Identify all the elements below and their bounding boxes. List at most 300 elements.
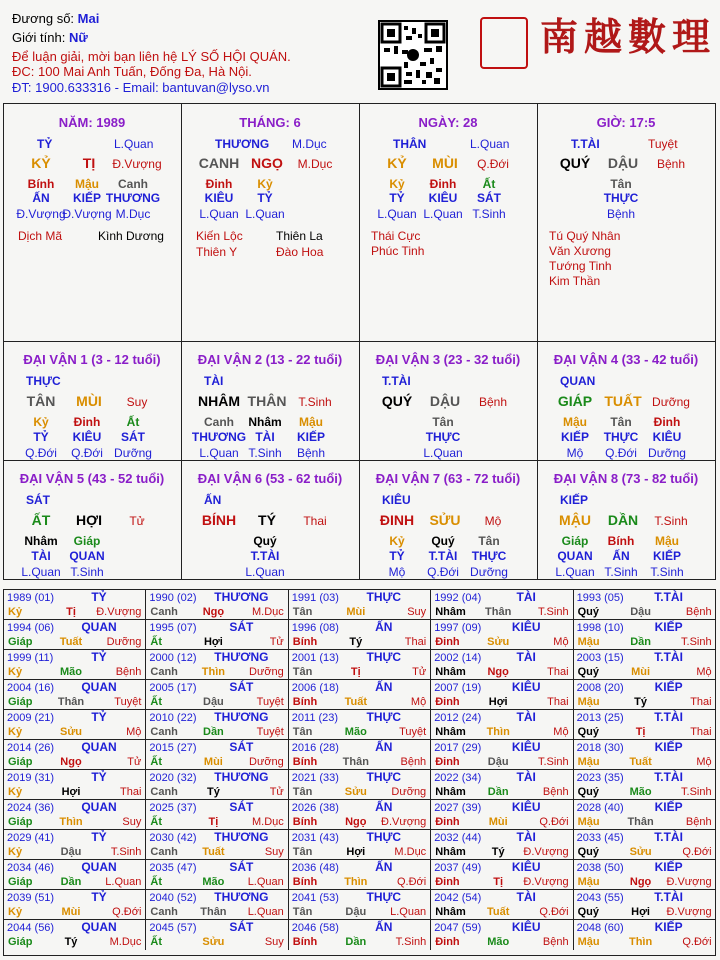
- year-label: 2012 (24): [434, 712, 482, 724]
- owner-line: Đương số: Mai: [12, 11, 100, 26]
- year-stem: Tân: [292, 726, 313, 738]
- year-life-stage: Suy: [264, 846, 284, 858]
- year-life-stage: Thai: [690, 726, 712, 738]
- year-ten-god: QUAN: [81, 680, 117, 694]
- year-label: 2029 (41): [7, 832, 55, 844]
- gender-value: Nữ: [68, 30, 88, 45]
- year-stem: Ất: [150, 816, 162, 828]
- luck-branch-state: T.Sinh: [654, 514, 688, 528]
- luck-hidden-god: QUAN: [557, 549, 593, 563]
- year-branch: Sửu: [59, 726, 83, 738]
- pillar-stem: KỶ: [31, 155, 51, 171]
- year-stem: Quý: [577, 906, 599, 918]
- year-branch: Thìn: [628, 936, 653, 948]
- year-cell: [431, 680, 573, 710]
- year-branch: Tị: [635, 726, 646, 738]
- pillar-branch: NGỌ: [251, 155, 283, 171]
- year-ten-god: THỰC: [366, 770, 402, 784]
- year-branch: Mùi: [61, 906, 81, 918]
- pillar-stem-god: T.TÀI: [571, 137, 600, 151]
- luck-hidden-stem: Nhâm: [24, 534, 58, 548]
- hidden-stem-god: KIẾP: [72, 191, 102, 205]
- luck-hidden-stem: Nhâm: [248, 415, 282, 429]
- luck-hidden-god: THƯƠNG: [191, 430, 247, 444]
- luck-stem: MẬU: [559, 512, 591, 528]
- year-cell: [146, 740, 288, 770]
- year-label: 1990 (02): [149, 592, 197, 604]
- year-cell: [4, 890, 146, 920]
- hidden-stem-state: Bệnh: [606, 207, 636, 221]
- year-stem: Giáp: [8, 636, 33, 648]
- column-divider: [537, 103, 538, 342]
- pillar-stem-god: THƯƠNG: [215, 137, 270, 151]
- luck-branch: SỬU: [429, 512, 461, 528]
- year-cell: [574, 680, 716, 710]
- year-stem: Kỷ: [8, 906, 23, 918]
- year-label: 2011 (23): [291, 712, 339, 724]
- luck-stem: QUÝ: [381, 393, 413, 409]
- year-stem: Tân: [292, 846, 313, 858]
- pillar-branch-state: Bệnh: [656, 157, 686, 171]
- year-ten-god: KIẾP: [654, 680, 683, 694]
- year-label: 2018 (30): [576, 742, 624, 754]
- year-stem: Đinh: [435, 876, 460, 888]
- shen-sha-star: Dịch Mã: [18, 229, 63, 243]
- luck-period-title: ĐẠI VẬN 3 (23 - 32 tuổi): [375, 352, 521, 367]
- year-ten-god: ẤN: [375, 860, 393, 874]
- luck-branch-state: T.Sinh: [298, 395, 332, 409]
- year-branch: Ngọ: [60, 756, 82, 768]
- luck-hidden-state: T.Sinh: [604, 565, 638, 579]
- hidden-stem: Mậu: [75, 177, 99, 191]
- luck-hidden-god: KIÊU: [72, 430, 102, 444]
- year-life-stage: Dưỡng: [391, 786, 427, 798]
- year-label: 2041 (53): [291, 892, 339, 904]
- year-life-stage: Mộ: [553, 636, 569, 648]
- luck-hidden-state: Q.Đới: [605, 446, 637, 460]
- pillar-branch: DẬU: [607, 155, 639, 171]
- year-branch: Tuất: [486, 906, 510, 918]
- year-stem: Giáp: [8, 816, 33, 828]
- year-life-stage: M.Dục: [394, 846, 427, 858]
- luck-hidden-god: TỶ: [389, 549, 405, 563]
- year-ten-god: THƯƠNG: [214, 830, 269, 844]
- year-life-stage: T.Sinh: [110, 846, 142, 858]
- year-ten-god: THỰC: [366, 710, 402, 724]
- year-branch: Thìn: [201, 666, 225, 678]
- year-life-stage: Mộ: [126, 726, 142, 738]
- luck-hidden-stem: Ất: [126, 415, 140, 429]
- year-life-stage: Đ.Vượng: [666, 876, 712, 888]
- year-branch: Mão: [344, 726, 367, 738]
- year-stem: Bính: [292, 816, 318, 828]
- luck-hidden-stem: Giáp: [73, 534, 101, 548]
- luck-stem: ẤT: [31, 512, 51, 528]
- year-stem: Quý: [577, 726, 599, 738]
- year-ten-god: KIÊU: [511, 800, 541, 814]
- year-cell: [4, 770, 146, 800]
- shen-sha-star: Tú Quý Nhân: [549, 229, 621, 243]
- year-label: 1996 (08): [291, 622, 339, 634]
- year-ten-god: QUAN: [81, 800, 117, 814]
- year-ten-god: QUAN: [81, 620, 117, 634]
- luck-hidden-state: L.Quan: [21, 565, 61, 579]
- hidden-stem: Tân: [610, 177, 632, 191]
- hidden-stem-god: THỰC: [603, 191, 639, 205]
- year-stem: Ất: [150, 936, 162, 948]
- year-cell: [146, 590, 288, 620]
- hidden-stem-god: TỶ: [257, 191, 273, 205]
- year-cell: [4, 710, 146, 740]
- year-cell: [146, 800, 288, 830]
- phone-email-line[interactable]: ĐT: 1900.633316 - Email: bantuvan@lyso.vn: [12, 80, 270, 95]
- year-life-stage: Thai: [690, 696, 712, 708]
- luck-hidden-state: Q.Đới: [25, 446, 57, 460]
- year-label: 2006 (18): [291, 682, 339, 694]
- luck-hidden-stem: Kỷ: [33, 415, 49, 429]
- year-stem: Mậu: [577, 756, 600, 768]
- year-cell: [4, 740, 146, 770]
- year-ten-god: QUAN: [81, 860, 117, 874]
- luck-branch: THÂN: [247, 393, 287, 409]
- year-label: 2042 (54): [434, 892, 482, 904]
- year-stem: Đinh: [435, 756, 460, 768]
- year-ten-god: KIẾP: [654, 920, 683, 934]
- year-ten-god: TÀI: [516, 830, 536, 844]
- year-branch: Thìn: [59, 816, 83, 828]
- year-label: 1998 (10): [576, 622, 624, 634]
- luck-hidden-stem: Tân: [610, 415, 632, 429]
- year-ten-god: KIẾP: [654, 620, 683, 634]
- year-ten-god: T.TÀI: [654, 830, 683, 844]
- luck-hidden-state: L.Quan: [245, 565, 285, 579]
- year-cell: [431, 830, 573, 860]
- year-label: 1992 (04): [434, 592, 482, 604]
- year-label: 1994 (06): [7, 622, 55, 634]
- year-ten-god: TÀI: [516, 710, 536, 724]
- year-cell: [431, 770, 573, 800]
- year-ten-god: THỰC: [366, 890, 402, 904]
- year-stem: Canh: [150, 906, 178, 918]
- luck-hidden-god: TÀI: [31, 549, 51, 563]
- year-ten-god: TỶ: [91, 890, 107, 904]
- year-cell: [289, 890, 431, 920]
- year-cell: [431, 650, 573, 680]
- year-life-stage: Thai: [547, 666, 569, 678]
- year-label: 2007 (19): [434, 682, 482, 694]
- luck-hidden-state: T.Sinh: [70, 565, 104, 579]
- year-label: 2038 (50): [576, 862, 624, 874]
- year-ten-god: TÀI: [516, 650, 536, 664]
- luck-stem-god: ẤN: [204, 493, 222, 507]
- year-branch: Thìn: [344, 876, 368, 888]
- year-life-stage: Suy: [122, 816, 142, 828]
- year-ten-god: THƯƠNG: [214, 770, 269, 784]
- year-life-stage: Q.Đới: [396, 876, 427, 888]
- year-cell: [431, 860, 573, 890]
- year-life-stage: Suy: [264, 936, 284, 948]
- year-life-stage: Q.Đới: [112, 906, 142, 918]
- year-ten-god: QUAN: [81, 740, 117, 754]
- hidden-stem: Bính: [27, 177, 55, 191]
- luck-hidden-stem: Tân: [432, 415, 454, 429]
- year-label: 2001 (13): [291, 652, 339, 664]
- year-stem: Canh: [150, 786, 178, 798]
- year-branch: Tị: [350, 666, 361, 678]
- luck-hidden-stem: Canh: [204, 415, 234, 429]
- year-stem: Kỷ: [8, 726, 23, 738]
- year-label: 2002 (14): [434, 652, 482, 664]
- annual-cycles-table: [3, 589, 716, 956]
- year-life-stage: Q.Đới: [539, 906, 569, 918]
- luck-hidden-state: Q.Đới: [71, 446, 103, 460]
- pillar-stem: CANH: [198, 155, 240, 171]
- year-branch: Dần: [203, 726, 224, 738]
- year-stem: Quý: [577, 666, 599, 678]
- year-life-stage: Tuyệt: [114, 696, 142, 708]
- pillar-stem-god: THÂN: [393, 137, 427, 151]
- year-cell: [146, 920, 288, 950]
- year-life-stage: Bệnh: [542, 936, 569, 948]
- hidden-stem: Canh: [118, 177, 148, 191]
- year-label: 1999 (11): [7, 652, 54, 664]
- year-ten-god: SÁT: [229, 680, 254, 694]
- year-branch: Sửu: [202, 936, 225, 948]
- year-cell: [574, 770, 716, 800]
- year-ten-god: QUAN: [81, 920, 117, 934]
- year-label: 2021 (33): [291, 772, 339, 784]
- year-life-stage: L.Quan: [105, 876, 142, 888]
- year-life-stage: Thai: [119, 786, 142, 798]
- luck-hidden-stem: Kỷ: [389, 534, 405, 548]
- luck-hidden-state: Dưỡng: [114, 446, 152, 460]
- luck-stem: ĐINH: [379, 512, 415, 528]
- year-branch: Tuất: [59, 636, 83, 648]
- year-stem: Giáp: [8, 756, 33, 768]
- hidden-stem-god: SÁT: [477, 191, 501, 205]
- shen-sha-star: Tướng Tinh: [549, 259, 612, 273]
- year-label: 2003 (15): [576, 652, 624, 664]
- luck-branch: MÙI: [76, 393, 102, 409]
- year-label: 2043 (55): [576, 892, 624, 904]
- year-stem: Tân: [292, 786, 313, 798]
- luck-period-title: ĐẠI VẬN 5 (43 - 52 tuổi): [19, 471, 165, 486]
- year-ten-god: THƯƠNG: [214, 710, 269, 724]
- year-ten-god: THƯƠNG: [214, 590, 269, 604]
- year-life-stage: Tuyệt: [256, 696, 284, 708]
- shen-sha-star: Kim Thần: [549, 274, 601, 288]
- year-ten-god: KIÊU: [511, 620, 541, 634]
- year-stem: Đinh: [435, 936, 460, 948]
- year-cell: [146, 650, 288, 680]
- year-branch: Tý: [206, 786, 220, 798]
- year-life-stage: Mộ: [696, 756, 712, 768]
- year-ten-god: T.TÀI: [654, 650, 683, 664]
- year-branch: Sửu: [487, 636, 510, 648]
- year-life-stage: Tuyệt: [399, 726, 427, 738]
- year-label: 2000 (12): [149, 652, 197, 664]
- year-ten-god: SÁT: [229, 860, 254, 874]
- year-label: 2013 (25): [576, 712, 624, 724]
- year-cell: [574, 830, 716, 860]
- year-stem: Quý: [577, 846, 599, 858]
- year-label: 2032 (44): [434, 832, 482, 844]
- luck-hidden-god: TỶ: [33, 430, 49, 444]
- year-cell: [431, 710, 573, 740]
- year-life-stage: Dưỡng: [106, 636, 142, 648]
- year-stem: Bính: [292, 696, 318, 708]
- pillar-branch-state: Đ.Vượng: [112, 157, 162, 171]
- luck-hidden-god: ẤN: [612, 549, 630, 563]
- luck-hidden-state: L.Quan: [555, 565, 595, 579]
- year-ten-god: KIÊU: [511, 680, 541, 694]
- shen-sha-star: Kiến Lộc: [196, 229, 243, 243]
- year-ten-god: SÁT: [229, 800, 254, 814]
- year-label: 2004 (16): [7, 682, 55, 694]
- luck-stem: TÂN: [26, 393, 56, 409]
- luck-hidden-god: SÁT: [121, 430, 145, 444]
- year-cell: [146, 710, 288, 740]
- luck-hidden-god: QUAN: [69, 549, 105, 563]
- year-life-stage: Suy: [407, 606, 427, 618]
- shen-sha-star: Phúc Tinh: [371, 244, 425, 258]
- hidden-stem: Đinh: [205, 177, 233, 191]
- year-branch: Thân: [485, 606, 512, 618]
- luck-hidden-god: T.TÀI: [250, 549, 280, 563]
- luck-hidden-god: THỰC: [603, 430, 639, 444]
- shen-sha-star: Thái Cực: [371, 229, 421, 243]
- luck-hidden-stem: Mậu: [655, 534, 679, 548]
- year-ten-god: THỰC: [366, 830, 402, 844]
- year-stem: Đinh: [435, 636, 460, 648]
- year-ten-god: TÀI: [516, 770, 536, 784]
- year-label: 2048 (60): [576, 922, 624, 934]
- year-branch: Mão: [629, 786, 652, 798]
- year-ten-god: KIẾP: [654, 800, 683, 814]
- year-cell: [431, 620, 573, 650]
- year-life-stage: Tử: [269, 786, 284, 798]
- year-cell: [431, 920, 573, 950]
- year-stem: Mậu: [577, 696, 600, 708]
- year-branch: Tị: [66, 606, 76, 618]
- year-life-stage: T.Sinh: [681, 636, 712, 648]
- pillar-stem: KỶ: [387, 155, 407, 171]
- pillar-stem-state: Tuyệt: [648, 137, 678, 151]
- year-cell: [4, 590, 146, 620]
- year-cell: [4, 830, 146, 860]
- year-label: 2040 (52): [149, 892, 197, 904]
- year-branch: Dần: [630, 636, 651, 648]
- luck-hidden-god: KIÊU: [652, 430, 682, 444]
- year-cell: [289, 770, 431, 800]
- luck-stem: GIÁP: [557, 393, 593, 409]
- year-ten-god: ẤN: [375, 620, 393, 634]
- year-life-stage: Thai: [547, 696, 569, 708]
- year-cell: [574, 650, 716, 680]
- shen-sha-star: Văn Xương: [549, 244, 611, 258]
- year-ten-god: SÁT: [229, 740, 254, 754]
- luck-hidden-god: THỰC: [471, 549, 507, 563]
- pillar-stem-state: L.Quan: [470, 137, 510, 151]
- year-life-stage: Mộ: [410, 696, 427, 708]
- pillar-title: THÁNG: 6: [239, 115, 301, 130]
- luck-period-title: ĐẠI VẬN 4 (33 - 42 tuổi): [553, 352, 699, 367]
- year-cell: [431, 590, 573, 620]
- year-branch: Hợi: [488, 696, 508, 708]
- year-cell: [289, 590, 431, 620]
- year-life-stage: Q.Đới: [682, 846, 712, 858]
- year-life-stage: L.Quan: [247, 876, 284, 888]
- year-cell: [289, 920, 431, 950]
- year-label: 1993 (05): [576, 592, 624, 604]
- year-branch: Thân: [57, 696, 85, 708]
- year-stem: Bính: [292, 636, 318, 648]
- year-stem: Canh: [150, 726, 178, 738]
- year-branch: Mão: [487, 936, 510, 948]
- year-label: 2045 (57): [149, 922, 197, 934]
- year-life-stage: Bệnh: [685, 816, 712, 828]
- luck-stem-god: KIÊU: [382, 493, 411, 507]
- year-branch: Thân: [627, 816, 654, 828]
- luck-period-title: ĐẠI VẬN 7 (63 - 72 tuổi): [375, 471, 521, 486]
- year-branch: Ngọ: [629, 876, 652, 888]
- year-ten-god: T.TÀI: [654, 770, 683, 784]
- hidden-stem-state: L.Quan: [199, 207, 239, 221]
- luck-branch-state: Bệnh: [478, 395, 508, 409]
- luck-stem-god: KIẾP: [560, 493, 589, 507]
- shen-sha-star: Kình Dương: [98, 229, 164, 243]
- year-branch: Ngọ: [487, 666, 509, 678]
- luck-hidden-state: Mộ: [388, 565, 406, 579]
- luck-branch: HỢI: [76, 512, 102, 528]
- year-branch: Mùi: [346, 606, 366, 618]
- year-label: 2008 (20): [576, 682, 624, 694]
- year-life-stage: Tử: [269, 636, 284, 648]
- year-ten-god: T.TÀI: [654, 710, 683, 724]
- year-cell: [146, 680, 288, 710]
- year-branch: Thân: [200, 906, 227, 918]
- year-stem: Tân: [292, 906, 313, 918]
- year-stem: Canh: [150, 846, 178, 858]
- year-branch: Tý: [64, 936, 78, 948]
- year-life-stage: Dưỡng: [249, 666, 284, 678]
- year-cell: [146, 830, 288, 860]
- year-life-stage: M.Dục: [252, 816, 284, 828]
- shen-sha-star: Thiên La: [276, 229, 323, 243]
- luck-hidden-state: Dưỡng: [470, 565, 508, 579]
- year-ten-god: ẤN: [375, 740, 393, 754]
- luck-period-title: ĐẠI VẬN 2 (13 - 22 tuổi): [197, 352, 343, 367]
- year-cell: [289, 710, 431, 740]
- year-branch: Hợi: [631, 906, 650, 918]
- luck-hidden-state: T.Sinh: [650, 565, 684, 579]
- gender-line: Giới tính: Nữ: [12, 30, 88, 45]
- luck-hidden-state: Mộ: [566, 446, 584, 460]
- year-label: 2014 (26): [7, 742, 55, 754]
- hidden-stem-god: THƯƠNG: [105, 191, 161, 205]
- year-life-stage: L.Quan: [390, 906, 427, 918]
- year-label: 1989 (01): [7, 592, 55, 604]
- luck-hidden-god: T.TÀI: [428, 549, 458, 563]
- year-cell: [146, 770, 288, 800]
- luck-hidden-state: Dưỡng: [648, 446, 686, 460]
- year-label: 2024 (36): [7, 802, 55, 814]
- year-branch: Tị: [493, 876, 504, 888]
- year-cell: [574, 800, 716, 830]
- luck-hidden-state: L.Quan: [423, 446, 463, 460]
- year-stem: Kỷ: [8, 846, 23, 858]
- year-stem: Ất: [150, 696, 162, 708]
